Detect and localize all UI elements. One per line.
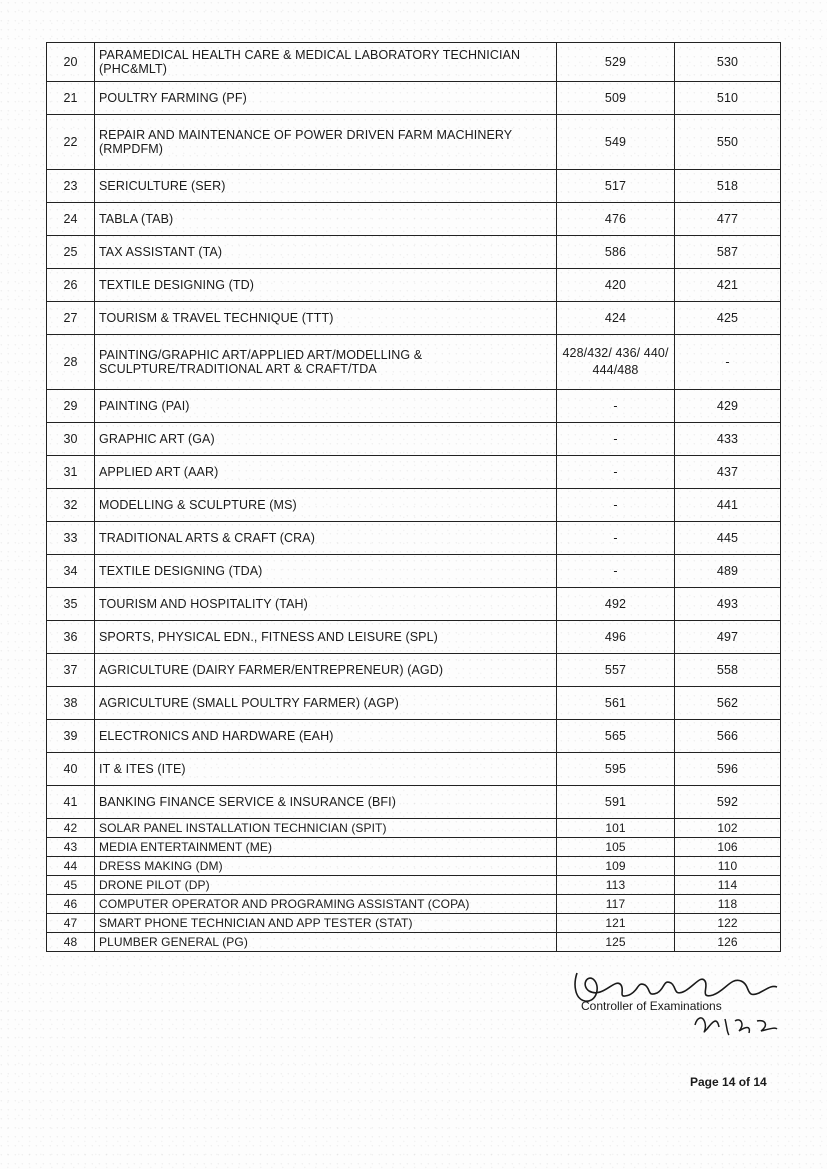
table-row <box>47 555 781 588</box>
table-row <box>47 786 781 819</box>
code-cell-secondary: 566 <box>675 720 781 753</box>
subject-name-cell: APPLIED ART (AAR) <box>95 456 557 489</box>
code-cell-secondary: 518 <box>675 170 781 203</box>
code-cell-secondary: 445 <box>675 522 781 555</box>
serial-number-cell: 21 <box>47 82 95 115</box>
table-row <box>47 687 781 720</box>
code-cell-secondary: 510 <box>675 82 781 115</box>
code-cell-secondary: 102 <box>675 819 781 838</box>
subject-name-cell: SERICULTURE (SER) <box>95 170 557 203</box>
code-cell-primary <box>557 819 675 838</box>
serial-number-cell: 30 <box>47 423 95 456</box>
code-cell-secondary: 497 <box>675 621 781 654</box>
table-row <box>47 82 781 115</box>
subject-name-cell: MODELLING & SCULPTURE (MS) <box>95 489 557 522</box>
table-row <box>47 895 781 914</box>
code-cell-secondary: 592 <box>675 786 781 819</box>
code-cell-secondary: 441 <box>675 489 781 522</box>
subject-name-cell: MEDIA ENTERTAINMENT (ME) <box>95 838 557 857</box>
code-cell-primary <box>557 654 675 687</box>
code-value-primary: 420 <box>604 277 627 292</box>
table-row <box>47 914 781 933</box>
subject-name-cell: DRESS MAKING (DM) <box>95 857 557 876</box>
code-cell-primary <box>557 838 675 857</box>
table-row <box>47 203 781 236</box>
subject-name-cell: TEXTILE DESIGNING (TDA) <box>95 555 557 588</box>
subject-name-cell: TRADITIONAL ARTS & CRAFT (CRA) <box>95 522 557 555</box>
table-row <box>47 335 781 390</box>
subject-name-cell: BANKING FINANCE SERVICE & INSURANCE (BFI) <box>95 786 557 819</box>
code-cell-secondary: 118 <box>675 895 781 914</box>
serial-number-cell: 39 <box>47 720 95 753</box>
code-cell-primary <box>557 876 675 895</box>
table-row <box>47 933 781 952</box>
code-cell-secondary: 587 <box>675 236 781 269</box>
code-value-primary: 428/432/ 436/ 440/ 444/488 <box>562 346 669 377</box>
table-row <box>47 456 781 489</box>
code-cell-secondary: 530 <box>675 43 781 82</box>
code-value-primary: 113 <box>605 877 626 892</box>
code-cell-secondary: 126 <box>675 933 781 952</box>
serial-number-cell: 44 <box>47 857 95 876</box>
code-cell-secondary: 106 <box>675 838 781 857</box>
code-cell-primary <box>557 753 675 786</box>
table-row <box>47 621 781 654</box>
serial-number-cell: 48 <box>47 933 95 952</box>
serial-number-cell: 29 <box>47 390 95 423</box>
code-cell-secondary: 122 <box>675 914 781 933</box>
code-cell-primary <box>557 489 675 522</box>
code-cell-secondary: 562 <box>675 687 781 720</box>
code-value-primary: - <box>613 431 618 446</box>
serial-number-cell: 41 <box>47 786 95 819</box>
code-cell-primary <box>557 933 675 952</box>
subject-name-cell: TOURISM & TRAVEL TECHNIQUE (TTT) <box>95 302 557 335</box>
code-cell-secondary: 477 <box>675 203 781 236</box>
serial-number-cell: 32 <box>47 489 95 522</box>
table-row <box>47 269 781 302</box>
code-cell-secondary: 550 <box>675 115 781 170</box>
serial-number-cell: 20 <box>47 43 95 82</box>
serial-number-cell: 26 <box>47 269 95 302</box>
subject-name-cell: POULTRY FARMING (PF) <box>95 82 557 115</box>
code-cell-primary <box>557 621 675 654</box>
code-cell-primary <box>557 302 675 335</box>
subject-name-cell: IT & ITES (ITE) <box>95 753 557 786</box>
code-value-primary: 549 <box>604 134 627 149</box>
code-cell-primary <box>557 914 675 933</box>
signature-caption: Controller of Examinations <box>581 999 722 1013</box>
code-value-primary: - <box>613 530 618 545</box>
code-value-primary: 529 <box>604 54 627 69</box>
code-value-primary: 496 <box>604 629 627 644</box>
code-value-primary: 109 <box>605 858 626 873</box>
serial-number-cell: 28 <box>47 335 95 390</box>
code-cell-primary <box>557 857 675 876</box>
code-value-primary: 101 <box>605 820 626 835</box>
serial-number-cell: 31 <box>47 456 95 489</box>
code-value-primary: 595 <box>604 761 627 776</box>
serial-number-cell: 23 <box>47 170 95 203</box>
code-value-primary: - <box>613 464 618 479</box>
table-row <box>47 115 781 170</box>
serial-number-cell: 34 <box>47 555 95 588</box>
subject-name-cell: TAX ASSISTANT (TA) <box>95 236 557 269</box>
code-value-primary: 517 <box>604 178 627 193</box>
code-cell-secondary: 558 <box>675 654 781 687</box>
code-value-primary: - <box>613 398 618 413</box>
code-value-primary: - <box>613 497 618 512</box>
code-cell-secondary: 489 <box>675 555 781 588</box>
code-value-primary: 117 <box>605 896 626 911</box>
serial-number-cell: 24 <box>47 203 95 236</box>
table-row <box>47 489 781 522</box>
code-cell-primary <box>557 720 675 753</box>
code-cell-secondary: - <box>675 335 781 390</box>
table-row <box>47 654 781 687</box>
code-value-primary: 105 <box>605 839 626 854</box>
code-cell-primary <box>557 203 675 236</box>
serial-number-cell: 40 <box>47 753 95 786</box>
subject-name-cell: DRONE PILOT (DP) <box>95 876 557 895</box>
subject-name-cell: ELECTRONICS AND HARDWARE (EAH) <box>95 720 557 753</box>
subject-name-cell: SMART PHONE TECHNICIAN AND APP TESTER (STAT) <box>95 914 557 933</box>
subject-code-table <box>46 42 781 952</box>
code-value-primary: 565 <box>604 728 627 743</box>
code-value-primary: - <box>613 563 618 578</box>
code-value-primary: 492 <box>604 596 627 611</box>
subject-name-cell: REPAIR AND MAINTENANCE OF POWER DRIVEN FARM MACHINERY (RMPDFM) <box>95 115 557 170</box>
serial-number-cell: 42 <box>47 819 95 838</box>
serial-number-cell: 35 <box>47 588 95 621</box>
subject-name-cell: SOLAR PANEL INSTALLATION TECHNICIAN (SPIT) <box>95 819 557 838</box>
code-cell-secondary: 433 <box>675 423 781 456</box>
serial-number-cell: 36 <box>47 621 95 654</box>
code-cell-primary <box>557 269 675 302</box>
table-body <box>47 43 781 952</box>
code-value-primary: 509 <box>604 90 627 105</box>
serial-number-cell: 27 <box>47 302 95 335</box>
table-row <box>47 43 781 82</box>
code-cell-primary <box>557 895 675 914</box>
serial-number-cell: 43 <box>47 838 95 857</box>
code-cell-primary <box>557 82 675 115</box>
code-cell-primary <box>557 43 675 82</box>
table-row <box>47 423 781 456</box>
subject-name-cell: PAINTING (PAI) <box>95 390 557 423</box>
serial-number-cell: 38 <box>47 687 95 720</box>
code-cell-secondary: 596 <box>675 753 781 786</box>
table-row <box>47 588 781 621</box>
serial-number-cell: 47 <box>47 914 95 933</box>
code-cell-secondary: 493 <box>675 588 781 621</box>
subject-name-cell: SPORTS, PHYSICAL EDN., FITNESS AND LEISURE (SPL) <box>95 621 557 654</box>
subject-name-cell: PLUMBER GENERAL (PG) <box>95 933 557 952</box>
code-cell-primary <box>557 555 675 588</box>
code-cell-primary <box>557 456 675 489</box>
table-row <box>47 390 781 423</box>
table-row <box>47 838 781 857</box>
code-cell-primary <box>557 170 675 203</box>
code-cell-secondary: 425 <box>675 302 781 335</box>
code-cell-secondary: 421 <box>675 269 781 302</box>
table-row <box>47 170 781 203</box>
subject-name-cell: PAINTING/GRAPHIC ART/APPLIED ART/MODELLING & SCULPTURE/TRADITIONAL ART & CRAFT/TDA <box>95 335 557 390</box>
serial-number-cell: 46 <box>47 895 95 914</box>
table-row <box>47 753 781 786</box>
code-cell-primary <box>557 390 675 423</box>
serial-number-cell: 45 <box>47 876 95 895</box>
serial-number-cell: 33 <box>47 522 95 555</box>
subject-name-cell: PARAMEDICAL HEALTH CARE & MEDICAL LABORATORY TECHNICIAN (PHC&MLT) <box>95 43 557 82</box>
serial-number-cell: 22 <box>47 115 95 170</box>
code-cell-secondary: 110 <box>675 857 781 876</box>
code-cell-primary <box>557 115 675 170</box>
code-value-primary: 476 <box>604 211 627 226</box>
code-value-primary: 591 <box>604 794 627 809</box>
subject-name-cell: AGRICULTURE (SMALL POULTRY FARMER) (AGP) <box>95 687 557 720</box>
code-cell-primary <box>557 786 675 819</box>
serial-number-cell: 37 <box>47 654 95 687</box>
table-row <box>47 819 781 838</box>
code-cell-primary <box>557 687 675 720</box>
code-cell-secondary: 437 <box>675 456 781 489</box>
code-value-primary: 125 <box>605 934 626 949</box>
table-row <box>47 857 781 876</box>
code-cell-primary <box>557 423 675 456</box>
page-number: Page 14 of 14 <box>690 1075 767 1089</box>
code-cell-secondary: 429 <box>675 390 781 423</box>
code-value-primary: 561 <box>604 695 627 710</box>
subject-name-cell: COMPUTER OPERATOR AND PROGRAMING ASSISTANT (COPA) <box>95 895 557 914</box>
subject-name-cell: GRAPHIC ART (GA) <box>95 423 557 456</box>
code-cell-primary <box>557 522 675 555</box>
serial-number-cell: 25 <box>47 236 95 269</box>
code-value-primary: 121 <box>605 915 626 930</box>
code-cell-secondary: 114 <box>675 876 781 895</box>
code-cell-primary <box>557 588 675 621</box>
code-cell-primary <box>557 236 675 269</box>
code-cell-primary <box>557 335 675 390</box>
code-value-primary: 586 <box>604 244 627 259</box>
code-value-primary: 557 <box>604 662 627 677</box>
subject-name-cell: AGRICULTURE (DAIRY FARMER/ENTREPRENEUR) (AGD) <box>95 654 557 687</box>
table-row <box>47 522 781 555</box>
signature-block <box>545 955 785 1045</box>
table-row <box>47 236 781 269</box>
code-value-primary: 424 <box>604 310 627 325</box>
table-row <box>47 876 781 895</box>
subject-name-cell: TEXTILE DESIGNING (TD) <box>95 269 557 302</box>
subject-name-cell: TOURISM AND HOSPITALITY (TAH) <box>95 588 557 621</box>
subject-name-cell: TABLA (TAB) <box>95 203 557 236</box>
table-row <box>47 302 781 335</box>
table-row <box>47 720 781 753</box>
